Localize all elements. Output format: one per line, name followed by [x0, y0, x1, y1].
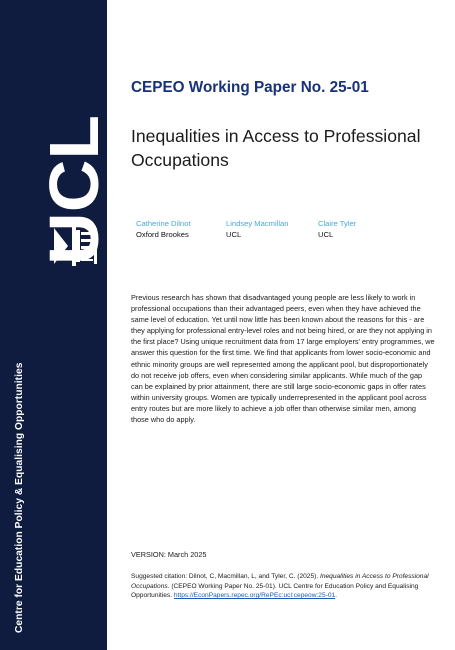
- ucl-logo-text: UCL: [35, 121, 113, 265]
- author-affiliation: UCL: [226, 230, 242, 239]
- citation-suffix: . (CEPEO Working Paper No. 25-01). UCL Centre for Education Policy and Equalising Opportunities.: [131, 582, 419, 600]
- author-block: [136, 218, 190, 240]
- citation-end: .: [335, 592, 338, 600]
- citation-title: Inequalities in Access to Professional Occupations: [131, 573, 429, 590]
- sidebar: [0, 0, 113, 650]
- author-affiliation: Oxford Brookes: [136, 230, 189, 239]
- working-paper-number: CEPEO Working Paper No. 25-01: [131, 79, 369, 96]
- ucl-logo: [35, 16, 113, 306]
- author-name: Claire Tyler: [318, 219, 357, 228]
- paper-title: Inequalities in Access to Professional Occupations: [131, 126, 421, 170]
- author-affiliation: UCL: [318, 230, 334, 239]
- centre-name-vertical: Centre for Education Policy & Equalising Opportunities: [14, 362, 25, 633]
- abstract: Previous research has shown that disadvantaged young people are less likely to work in professional occupations than their advantaged peers, even when they have achieved the same level of education. Yet until now little has been known about the reasons for this - are they applying for professional entry-level roles and not being hired, or are they not applying in the first place? Using unique recruitment data from 17 large employers' entry programmes, we answer this question for the first time. We find that applicants from lower socio-economic and ethnic minority groups are well represented among the applicant pool, but disproportionately do not receive job offers, even when considering similar applicants. While much of the gap can be explained by prior attainment, there are still large socio-economic gaps in offer rates within university groups. Women are typically underrepresented in the applicant pool across entry routes but are more likely to achieve a job offer than otherwise similar men, among those who do apply.: [131, 293, 435, 425]
- author-block: [226, 218, 288, 240]
- suggested-citation: [131, 572, 435, 601]
- author-name: Catherine Dilnot: [136, 219, 191, 228]
- author-block: [318, 218, 356, 240]
- version-line: VERSION: March 2025: [131, 550, 207, 559]
- citation-prefix: Suggested citation: Dilnot, C, Macmillan, L, and Tyler, C. (2025).: [131, 573, 320, 580]
- citation-link[interactable]: https://EconPapers.repec.org/RePEc:ucl:cepeow:25-01: [173, 592, 336, 600]
- author-name: Lindsey Macmillan: [226, 219, 289, 228]
